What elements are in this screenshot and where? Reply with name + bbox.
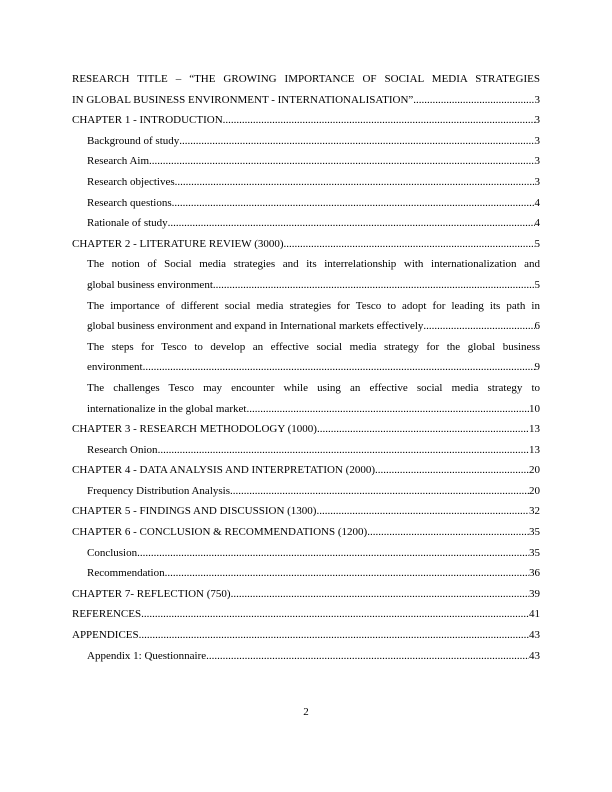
toc-entry-title: global business environment and expand in International markets effectively	[87, 320, 424, 333]
toc-dot-leader	[317, 419, 529, 440]
toc-dot-leader	[175, 172, 535, 193]
toc-dot-leader	[179, 131, 534, 152]
toc-entry-ch7[interactable]	[72, 584, 540, 605]
toc-entry-text-line: The notion of Social media strategies and its interrelationship with internationalization and	[87, 258, 540, 271]
toc-entry-references[interactable]	[72, 604, 540, 625]
toc-entry-line	[72, 625, 540, 646]
toc-entry-title: environment	[87, 361, 143, 374]
toc-entry-ch1[interactable]	[72, 110, 540, 131]
toc-entry-line	[72, 110, 540, 131]
toc-page-number: 5	[534, 237, 540, 250]
toc-entry-line	[87, 543, 540, 564]
toc-entry-appendices[interactable]	[72, 625, 540, 646]
toc-page-number: 3	[534, 155, 540, 168]
toc-page-number: 9	[534, 361, 540, 374]
toc-dot-leader	[223, 110, 535, 131]
toc-page-number: 4	[534, 196, 540, 209]
toc-entry-title: REFERENCES	[72, 608, 142, 621]
toc-entry-title: Conclusion	[87, 546, 138, 559]
toc-entry-line	[87, 481, 540, 502]
toc-page-number: 43	[529, 649, 540, 662]
toc-entry-title: CHAPTER 6 - CONCLUSION & RECOMMENDATIONS (1200)	[72, 526, 368, 539]
toc-page-number: 13	[529, 443, 540, 456]
toc-entry-notion[interactable]	[72, 254, 540, 295]
toc-entry-title: Research Aim	[87, 155, 150, 168]
toc-dot-leader	[213, 275, 535, 296]
toc-dot-leader	[246, 399, 529, 420]
toc-entry-title: Background of study	[87, 134, 180, 147]
toc-entry-line	[72, 419, 540, 440]
toc-page-number: 20	[529, 464, 540, 477]
toc-entry-recommendation[interactable]	[72, 563, 540, 584]
toc-entry-line	[87, 151, 540, 172]
toc-dot-leader	[231, 584, 529, 605]
toc-page-number: 3	[534, 93, 540, 106]
toc-entry-rationale[interactable]	[72, 213, 540, 234]
toc-dot-leader	[149, 151, 534, 172]
toc-entry-importance[interactable]	[72, 296, 540, 337]
toc-entry-line	[87, 440, 540, 461]
toc-entry-line	[72, 604, 540, 625]
toc-page-number: 32	[529, 505, 540, 518]
toc-entry-title[interactable]	[72, 69, 540, 110]
toc-entry-ch3[interactable]	[72, 419, 540, 440]
toc-page-number: 41	[529, 608, 540, 621]
toc-entry-title: Research questions	[87, 196, 172, 209]
toc-entry-title: Frequency Distribution Analysis	[87, 484, 230, 497]
toc-entry-line	[87, 316, 540, 337]
toc-entry-title: CHAPTER 4 - DATA ANALYSIS AND INTERPRETATION (2000)	[72, 464, 375, 477]
toc-dot-leader	[206, 646, 529, 667]
toc-dot-leader	[139, 625, 529, 646]
toc-entry-line	[87, 172, 540, 193]
toc-entry-line	[87, 646, 540, 667]
toc-entry-steps[interactable]	[72, 337, 540, 378]
toc-entry-line	[72, 501, 540, 522]
toc-entry-line	[72, 234, 540, 255]
toc-entry-title: Appendix 1: Questionnaire	[87, 649, 207, 662]
toc-page-number: 6	[534, 320, 540, 333]
toc-entry-appendix1[interactable]	[72, 646, 540, 667]
toc-entry-title: Recommendation	[87, 567, 165, 580]
toc-page-number: 35	[529, 526, 540, 539]
toc-entry-title: CHAPTER 7- REFLECTION (750)	[72, 587, 231, 600]
toc-entry-ch6[interactable]	[72, 522, 540, 543]
toc-dot-leader	[423, 316, 534, 337]
toc-page-number: 3	[534, 175, 540, 188]
toc-dot-leader	[172, 193, 535, 214]
toc-page-number: 3	[534, 134, 540, 147]
toc-entry-text-line: RESEARCH TITLE – “THE GROWING IMPORTANCE OF SOCIAL MEDIA STRATEGIES	[72, 73, 540, 85]
toc-entry-questions[interactable]	[72, 193, 540, 214]
toc-entry-title: Research Onion	[87, 443, 158, 456]
toc-entry-line	[87, 193, 540, 214]
toc-entry-title: global business environment	[87, 278, 213, 291]
toc-entry-objectives[interactable]	[72, 172, 540, 193]
toc-dot-leader	[284, 234, 535, 255]
toc-dot-leader	[158, 440, 529, 461]
toc-entry-title: Rationale of study	[87, 217, 168, 230]
toc-page-number: 13	[529, 423, 540, 436]
toc-entry-aim[interactable]	[72, 151, 540, 172]
toc-entry-line	[87, 399, 540, 420]
toc-entry-line	[72, 460, 540, 481]
toc-entry-title: CHAPTER 3 - RESEARCH METHODOLOGY (1000)	[72, 423, 317, 436]
toc-dot-leader	[367, 522, 529, 543]
toc-page-number: 3	[534, 114, 540, 127]
toc-entry-line	[87, 357, 540, 378]
toc-page-number: 39	[529, 587, 540, 600]
toc-entry-conclusion[interactable]	[72, 543, 540, 564]
toc-entry-title: internationalize in the global market	[87, 402, 247, 415]
toc-entry-line	[87, 275, 540, 296]
toc-dot-leader	[137, 543, 529, 564]
toc-page-number: 5	[534, 278, 540, 291]
toc-entry-text-line: The importance of different social media strategies for Tesco to adopt for leading its path in	[87, 299, 540, 312]
toc-page-number: 10	[529, 402, 540, 415]
toc-entry-line	[72, 584, 540, 605]
toc-entry-ch2[interactable]	[72, 234, 540, 255]
toc-page-number: 35	[529, 546, 540, 559]
table-of-contents	[72, 69, 540, 666]
toc-dot-leader	[413, 90, 534, 111]
toc-dot-leader	[316, 501, 529, 522]
page-number: 2	[303, 706, 309, 718]
toc-dot-leader	[168, 213, 535, 234]
toc-entry-text-line: The steps for Tesco to develop an effective social media strategy for the global business	[87, 340, 540, 353]
toc-entry-title: Research objectives	[87, 175, 175, 188]
toc-dot-leader	[230, 481, 529, 502]
toc-entry-line	[87, 131, 540, 152]
toc-page-number: 20	[529, 484, 540, 497]
toc-entry-line	[87, 213, 540, 234]
toc-page-number: 4	[534, 217, 540, 230]
toc-entry-onion[interactable]	[72, 440, 540, 461]
toc-entry-title: CHAPTER 2 - LITERATURE REVIEW (3000)	[72, 237, 284, 250]
toc-entry-line	[72, 90, 540, 111]
toc-entry-line	[87, 563, 540, 584]
toc-entry-title: APPENDICES	[72, 629, 139, 642]
toc-entry-line	[72, 522, 540, 543]
toc-entry-ch4[interactable]	[72, 460, 540, 481]
toc-dot-leader	[141, 604, 529, 625]
toc-entry-background[interactable]	[72, 131, 540, 152]
toc-entry-challenges[interactable]	[72, 378, 540, 419]
toc-entry-title: CHAPTER 5 - FINDINGS AND DISCUSSION (1300)	[72, 505, 317, 518]
toc-entry-frequency[interactable]	[72, 481, 540, 502]
toc-page-number: 43	[529, 629, 540, 642]
toc-entry-title: CHAPTER 1 - INTRODUCTION	[72, 114, 223, 127]
toc-dot-leader	[143, 357, 535, 378]
toc-dot-leader	[375, 460, 529, 481]
toc-entry-ch5[interactable]	[72, 501, 540, 522]
toc-entry-title: IN GLOBAL BUSINESS ENVIRONMENT - INTERNATIONALISATION”	[72, 93, 414, 106]
toc-entry-text-line: The challenges Tesco may encounter while using an effective social media strategy to	[87, 381, 540, 394]
toc-page-number: 36	[529, 567, 540, 580]
toc-dot-leader	[165, 563, 529, 584]
